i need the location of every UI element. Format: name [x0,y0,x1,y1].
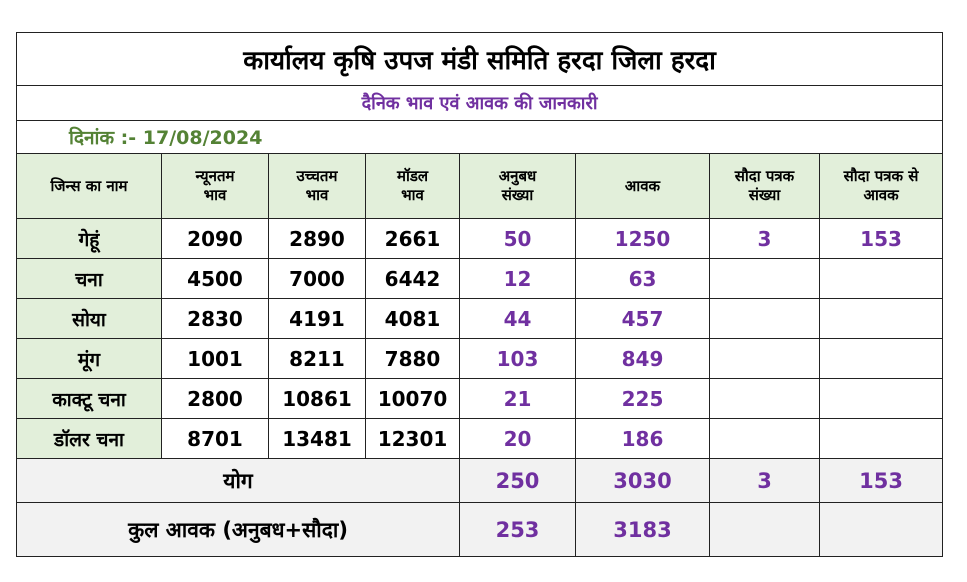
crop-name: गेहूं [17,219,162,259]
crop-name: चना [17,259,162,299]
total-deal-arrival: 153 [820,459,943,503]
max-price: 10861 [269,379,366,419]
header-min-price-line2: भाव [203,186,227,204]
arrival: 457 [576,299,710,339]
deal-count [710,339,820,379]
total-contracts: 250 [460,459,576,503]
deal-arrival [820,379,943,419]
deal-arrival [820,419,943,459]
model-price: 12301 [366,419,460,459]
header-deal-arrival [820,154,943,219]
header-model-price [366,154,460,219]
model-price: 7880 [366,339,460,379]
deal-arrival [820,299,943,339]
contract-count: 103 [460,339,576,379]
header-max-price-line1: उच्चतम [296,167,338,185]
header-max-price-line2: भाव [305,186,329,204]
max-price: 13481 [269,419,366,459]
arrival: 1250 [576,219,710,259]
header-deal-arrival-line2: आवक [863,186,899,204]
header-deal-arrival-line1: सौदा पत्रक से [843,167,919,185]
max-price: 7000 [269,259,366,299]
arrival: 849 [576,339,710,379]
header-contract-count-line1: अनुबध [498,167,537,185]
model-price: 4081 [366,299,460,339]
mandi-report-sheet [16,32,942,557]
header-deal-count [710,154,820,219]
crop-name: मूंग [17,339,162,379]
table-row [17,219,943,259]
grand-total-row [17,503,943,557]
max-price: 8211 [269,339,366,379]
deal-count [710,259,820,299]
page-title: कार्यालय कृषि उपज मंडी समिति हरदा जिला हरदा [17,33,943,86]
table-row [17,419,943,459]
header-min-price [162,154,269,219]
min-price: 4500 [162,259,269,299]
contract-count: 50 [460,219,576,259]
header-max-price [269,154,366,219]
column-header-row [17,154,943,219]
header-contract-count [460,154,576,219]
deal-count [710,419,820,459]
header-crop-label: जिन्स का नाम [50,176,128,195]
header-contract-count-line2: संख्या [501,186,534,204]
min-price: 2800 [162,379,269,419]
mandi-price-table [16,32,943,557]
header-arrival-label: आवक [624,176,661,195]
contract-count: 44 [460,299,576,339]
total-row [17,459,943,503]
deal-count [710,299,820,339]
model-price: 2661 [366,219,460,259]
contract-count: 12 [460,259,576,299]
model-price: 10070 [366,379,460,419]
header-deal-count-line2: संख्या [748,186,781,204]
deal-arrival [820,259,943,299]
deal-count: 3 [710,219,820,259]
deal-count [710,379,820,419]
min-price: 2090 [162,219,269,259]
total-deal-count: 3 [710,459,820,503]
min-price: 1001 [162,339,269,379]
subtitle-row [17,86,943,121]
min-price: 8701 [162,419,269,459]
table-row [17,259,943,299]
grand-total-empty-deal-arrival [820,503,943,557]
grand-total-empty-deal-count [710,503,820,557]
max-price: 2890 [269,219,366,259]
table-row [17,299,943,339]
crop-name: डॉलर चना [17,419,162,459]
header-min-price-line1: न्यूनतम [195,167,235,185]
table-row [17,339,943,379]
crop-name: सोया [17,299,162,339]
arrival: 63 [576,259,710,299]
header-deal-count-line1: सौदा पत्रक [734,167,795,185]
page-subtitle: दैनिक भाव एवं आवक की जानकारी [17,86,943,121]
contract-count: 21 [460,379,576,419]
grand-total-contracts: 253 [460,503,576,557]
date-row [17,121,943,154]
total-label: योग [17,459,460,503]
header-arrival [576,154,710,219]
grand-total-label: कुल आवक (अनुबध+सौदा) [17,503,460,557]
header-model-price-line2: भाव [401,186,424,204]
deal-arrival [820,339,943,379]
report-date: दिनांक :- 17/08/2024 [17,121,943,154]
contract-count: 20 [460,419,576,459]
min-price: 2830 [162,299,269,339]
header-model-price-line1: मॉडल [396,167,429,185]
header-crop [17,154,162,219]
grand-total-arrival: 3183 [576,503,710,557]
total-arrival: 3030 [576,459,710,503]
crop-name: काक्टू चना [17,379,162,419]
model-price: 6442 [366,259,460,299]
arrival: 186 [576,419,710,459]
deal-arrival: 153 [820,219,943,259]
title-row [17,33,943,86]
max-price: 4191 [269,299,366,339]
arrival: 225 [576,379,710,419]
table-row [17,379,943,419]
